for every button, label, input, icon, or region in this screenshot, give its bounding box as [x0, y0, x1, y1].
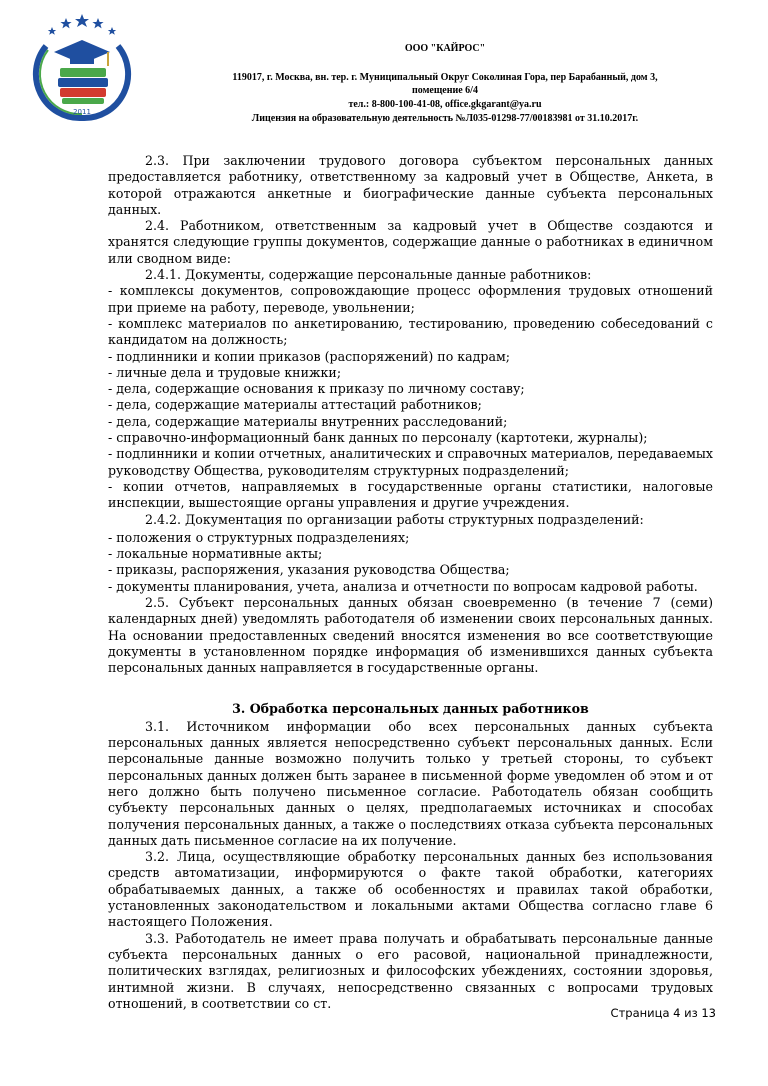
- paragraph-3-3: 3.3. Работодатель не имеет права получать и обрабатывать персональные данные субъекта персональных данных о его расовой, национальной принадлежности, политических взглядах, религиозных и философских убеждениях, состоянии здоровья, интимной жизни. В случаях, непосредственно связанных с вопросами трудовых отношений, в соответствии со ст.: [108, 930, 713, 1011]
- paragraph-3-2: 3.2. Лица, осуществляющие обработку персональных данных без использования средств автоматизации, информируются о факте такой обработки, категориях обрабатываемых данных, а также об особенностях и правилах такой обработки, установленных законодательством и локальными актами Общества согласно главе 6 настоящего Положения.: [108, 849, 713, 930]
- paragraph-2-3: 2.3. При заключении трудового договора субъектом персональных данных предоставляется работнику, ответственному за кадровый учет в Обществе, Анкета, в которой отражаются анкетные и биографические данные субъекта персональных данных.: [108, 153, 713, 217]
- paragraph-2-5: 2.5. Субъект персональных данных обязан своевременно (в течение 7 (семи) календарных дней) уведомлять работодателя об изменении своих персональных данных. На основании предоставленных сведений вносятся изменения во все соответствующие документы в установленном порядке информация об изменившихся данных субъекта персональных данных направляется в государственные органы.: [108, 595, 713, 676]
- list-item: - подлинники и копии приказов (распоряжений) по кадрам;: [108, 348, 511, 364]
- address-line-1: 119017, г. Москва, вн. тер. г. Муниципальный Округ Соколиная Гора, пер Барабанный, дом 3,: [232, 72, 658, 83]
- list-item: - подлинники и копии отчетных, аналитических и справочных материалов, передаваемых руководству Общества, руководителям структурных подразделений;: [108, 446, 713, 478]
- document-body: [108, 153, 713, 1012]
- paragraph-2-4-2: 2.4.2. Документация по организации работы структурных подразделений:: [145, 511, 644, 527]
- list-item: - копии отчетов, направляемых в государственные органы статистики, налоговые инспекции, вышестоящие органы управления и другие учреждения.: [108, 478, 713, 511]
- list-item: - личные дела и трудовые книжки;: [108, 364, 342, 380]
- list-item: - дела, содержащие основания к приказу по личному составу;: [108, 381, 525, 397]
- license: Лицензия на образовательную деятельность №Л035-01298-77/00183981 от 31.10.2017г.: [251, 113, 639, 124]
- list-item: - комплекс материалов по анкетированию, тестированию, проведению собеседований с кандидатом на должность;: [108, 315, 713, 348]
- page-number: Страница 4 из 13: [610, 1006, 716, 1020]
- list-item: - документы планирования, учета, анализа и отчетности по вопросам кадровой работы.: [108, 578, 698, 594]
- org-name: ООО "КАЙРОС": [404, 43, 486, 54]
- section-3-title: 3. Обработка персональных данных работников: [232, 700, 589, 716]
- paragraph-3-1: 3.1. Источником информации обо всех персональных данных субъекта персональных данных является непосредственно субъект персональных данных. Если персональные данные возможно получить только у третьей стороны, то субъект персональных данных должен быть заранее в письменной форме уведомлен об этом и от него должно быть получено письменное согласие. Работодатель обязан сообщить субъекту персональных данных о целях, предполагаемых источниках и способах получения персональных данных, а также о последствиях отказа субъекта персональных данных дать письменное согласие на их получение.: [108, 718, 713, 848]
- list-item: - приказы, распоряжения, указания руководства Общества;: [108, 562, 510, 578]
- paragraph-2-4-1: 2.4.1. Документы, содержащие персональные данные работников:: [145, 267, 592, 283]
- list-item: - комплексы документов, сопровождающие процесс оформления трудовых отношений при приеме на работу, переводе, увольнении;: [108, 283, 713, 315]
- logo-year: 2011: [73, 108, 91, 116]
- list-item: - дела, содержащие материалы аттестаций работников;: [108, 397, 482, 413]
- list-item: - дела, содержащие материалы внутренних расследований;: [108, 413, 508, 429]
- company-logo: [30, 10, 134, 126]
- contacts: тел.: 8-800-100-41-08, office.gkgarant@ya.ru: [348, 99, 542, 110]
- paragraph-2-4: 2.4. Работником, ответственным за кадровый учет в Обществе создаются и хранятся следующие группы документов, содержащие данные о работниках в единичном или сводном виде:: [108, 218, 713, 266]
- address-line-2: помещение 6/4: [412, 85, 478, 96]
- list-item: - справочно-информационный банк данных по персоналу (картотеки, журналы);: [108, 430, 648, 446]
- list-item: - локальные нормативные акты;: [108, 546, 323, 562]
- letterhead: [150, 42, 740, 125]
- list-item: - положения о структурных подразделениях;: [108, 529, 410, 545]
